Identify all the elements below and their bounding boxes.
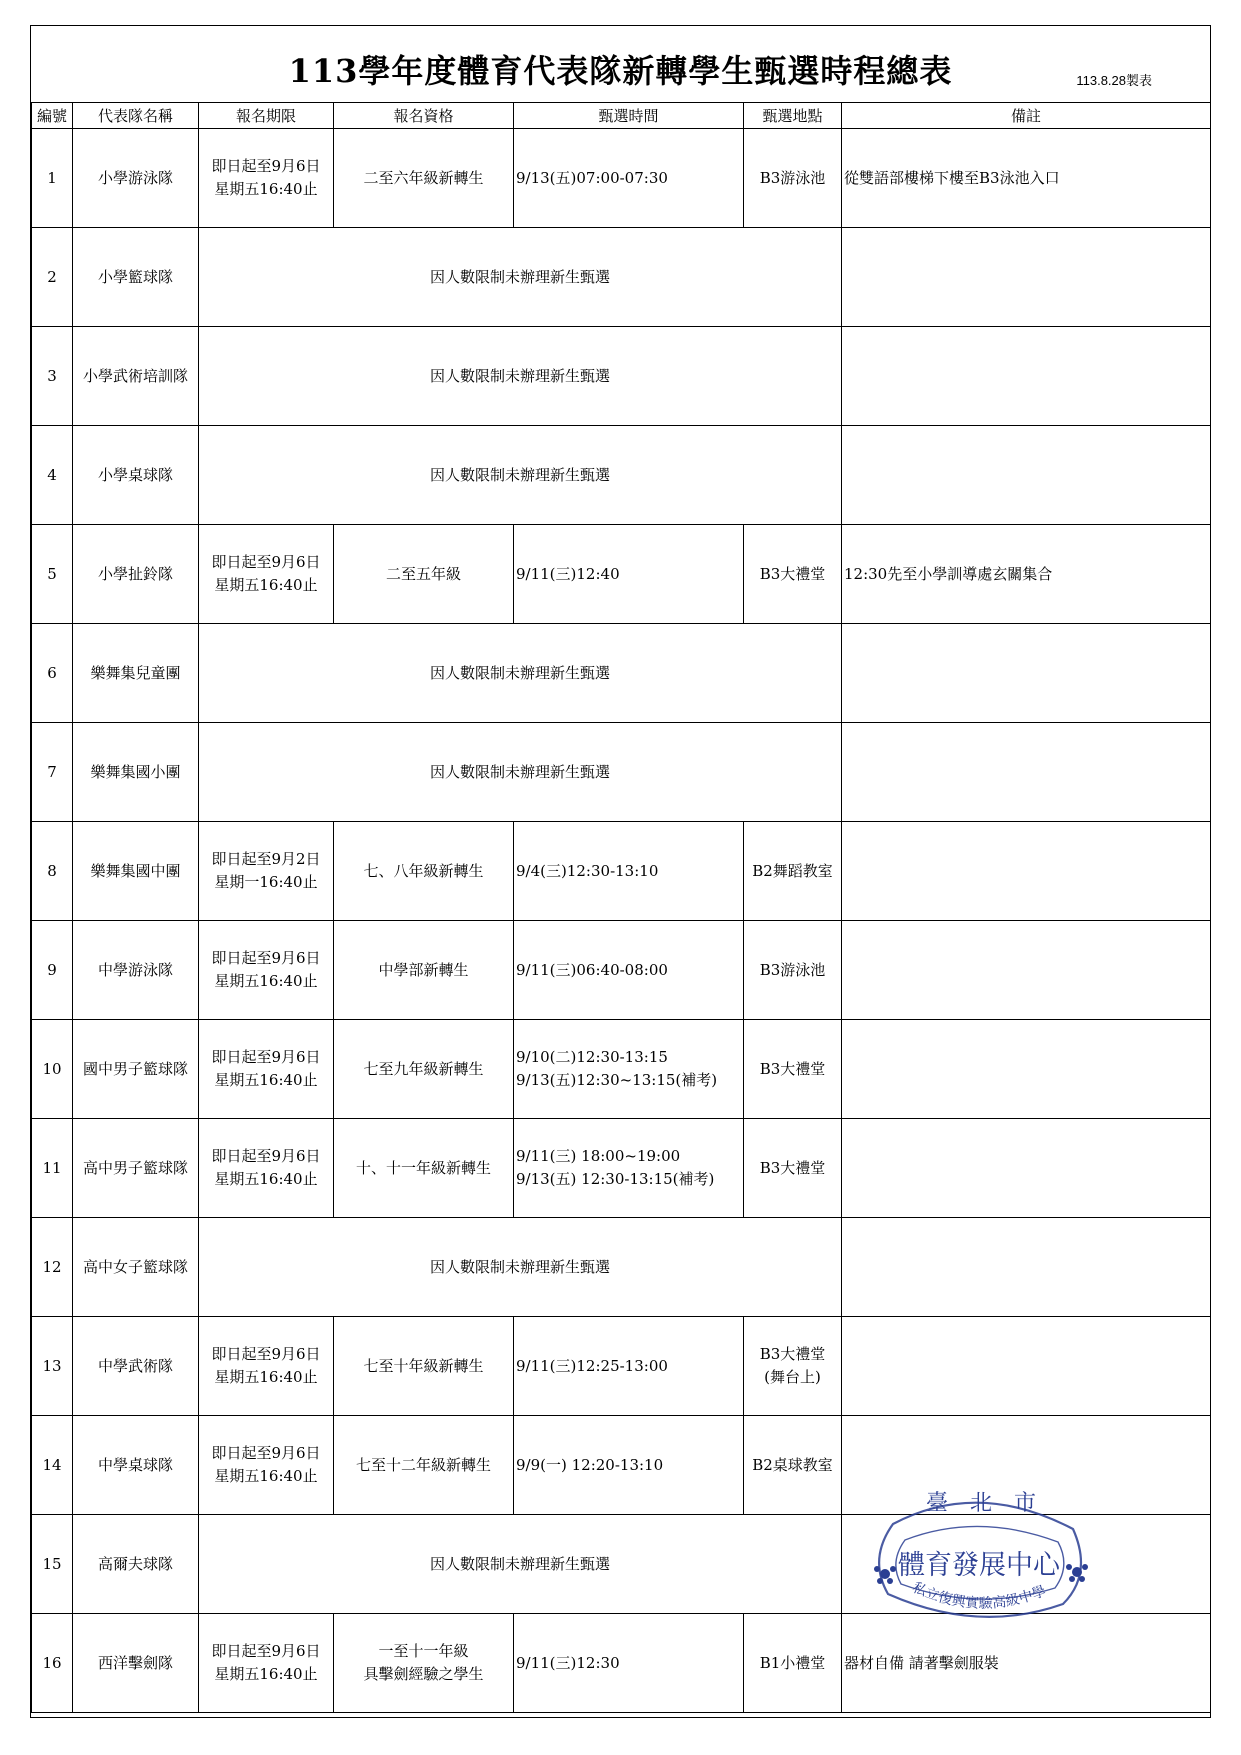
team-name: 小學桌球隊 xyxy=(73,426,199,525)
remarks xyxy=(842,327,1211,426)
selection-time-line: 9/11(三) 18:00~19:00 xyxy=(516,1147,681,1165)
row-number: 4 xyxy=(32,426,73,525)
seal-center-text: 體育發展中心 xyxy=(898,1550,1060,1581)
selection-time-line: 9/11(三)12:30 xyxy=(516,1653,620,1672)
eligibility xyxy=(334,1020,514,1119)
no-selection-notice: 因人數限制未辦理新生甄選 xyxy=(199,327,842,426)
selection-time xyxy=(514,822,744,921)
selection-location-line: B3大禮堂 xyxy=(759,1059,826,1078)
row-number: 6 xyxy=(32,624,73,723)
selection-time xyxy=(514,1119,744,1218)
registration-deadline xyxy=(199,1614,334,1713)
row-number: 15 xyxy=(32,1515,73,1614)
selection-time-line: 9/13(五)07:00-07:30 xyxy=(516,168,668,187)
no-selection-notice: 因人數限制未辦理新生甄選 xyxy=(199,228,842,327)
selection-time xyxy=(514,1020,744,1119)
table-row xyxy=(32,228,1211,327)
registration-deadline-line: 即日起至9月6日 xyxy=(211,1048,321,1066)
selection-location-line: B1小禮堂 xyxy=(759,1653,826,1672)
selection-location-line: B2桌球教室 xyxy=(752,1455,833,1474)
selection-time-line: 9/13(五) 12:30-13:15(補考) xyxy=(516,1170,715,1188)
flower-icon xyxy=(874,1566,896,1584)
row-number: 3 xyxy=(32,327,73,426)
table-row xyxy=(32,327,1211,426)
seal-bottom-text: 私立復興實驗高級中學 xyxy=(909,1579,1049,1612)
registration-deadline-line: 即日起至9月6日 xyxy=(211,1345,321,1363)
remarks xyxy=(842,1218,1211,1317)
eligibility xyxy=(334,129,514,228)
team-name: 樂舞集兒童團 xyxy=(73,624,199,723)
eligibility-line: 七、八年級新轉生 xyxy=(363,861,484,880)
team-name: 中學游泳隊 xyxy=(73,921,199,1020)
row-number: 5 xyxy=(32,525,73,624)
no-selection-notice: 因人數限制未辦理新生甄選 xyxy=(199,426,842,525)
remarks: 12:30先至小學訓導處玄關集合 xyxy=(842,525,1211,624)
selection-time-line: 9/9(一) 12:20-13:10 xyxy=(516,1455,664,1474)
remarks: 從雙語部樓梯下樓至B3泳池入口 xyxy=(842,129,1211,228)
remarks xyxy=(842,1317,1211,1416)
team-name: 樂舞集國中團 xyxy=(73,822,199,921)
remarks xyxy=(842,822,1211,921)
eligibility-line: 十、十一年級新轉生 xyxy=(355,1158,491,1177)
selection-time xyxy=(514,525,744,624)
selection-location xyxy=(744,1020,842,1119)
selection-time xyxy=(514,1416,744,1515)
registration-deadline-line: 即日起至9月6日 xyxy=(211,949,321,967)
no-selection-notice: 因人數限制未辦理新生甄選 xyxy=(199,624,842,723)
row-number: 12 xyxy=(32,1218,73,1317)
eligibility xyxy=(334,921,514,1020)
table-row xyxy=(32,624,1211,723)
schedule-table xyxy=(31,102,1211,1713)
selection-location xyxy=(744,1416,842,1515)
registration-deadline-line: 星期五16:40止 xyxy=(214,180,318,198)
selection-location xyxy=(744,525,842,624)
registration-deadline xyxy=(199,1119,334,1218)
remarks: 器材自備 請著擊劍服裝 xyxy=(842,1614,1211,1713)
registration-deadline-line: 星期五16:40止 xyxy=(214,972,318,990)
remarks xyxy=(842,228,1211,327)
no-selection-notice: 因人數限制未辦理新生甄選 xyxy=(199,1515,842,1614)
header-row xyxy=(32,103,1211,129)
no-selection-notice: 因人數限制未辦理新生甄選 xyxy=(199,1218,842,1317)
team-name: 小學扯鈴隊 xyxy=(73,525,199,624)
registration-deadline xyxy=(199,921,334,1020)
column-header: 備註 xyxy=(842,103,1211,129)
eligibility-line: 七至九年級新轉生 xyxy=(363,1059,484,1078)
eligibility xyxy=(334,525,514,624)
selection-time xyxy=(514,921,744,1020)
eligibility-line: 一至十一年級 xyxy=(378,1642,469,1660)
team-name: 國中男子籃球隊 xyxy=(73,1020,199,1119)
no-selection-notice: 因人數限制未辦理新生甄選 xyxy=(199,723,842,822)
selection-location-line: B3游泳池 xyxy=(759,960,826,979)
selection-location xyxy=(744,1119,842,1218)
official-seal xyxy=(863,1484,1093,1629)
remarks xyxy=(842,1020,1211,1119)
table-row xyxy=(32,1020,1211,1119)
registration-deadline-line: 星期五16:40止 xyxy=(214,1170,318,1188)
selection-location-line: B2舞蹈教室 xyxy=(752,861,833,880)
table-body xyxy=(32,129,1211,1713)
eligibility-line: 七至十年級新轉生 xyxy=(363,1356,484,1375)
registration-deadline-line: 即日起至9月6日 xyxy=(211,157,321,175)
eligibility xyxy=(334,1119,514,1218)
row-number: 7 xyxy=(32,723,73,822)
column-header: 代表隊名稱 xyxy=(73,103,199,129)
table-row xyxy=(32,525,1211,624)
team-name: 西洋擊劍隊 xyxy=(73,1614,199,1713)
table-row xyxy=(32,921,1211,1020)
registration-deadline-line: 即日起至9月6日 xyxy=(211,1444,321,1462)
selection-location xyxy=(744,1614,842,1713)
column-header: 甄選地點 xyxy=(744,103,842,129)
registration-deadline xyxy=(199,1317,334,1416)
selection-location-line: B3大禮堂 xyxy=(759,1158,826,1177)
remarks xyxy=(842,921,1211,1020)
row-number: 10 xyxy=(32,1020,73,1119)
selection-time-line: 9/13(五)12:30~13:15(補考) xyxy=(516,1071,718,1089)
selection-time-line: 9/11(三)12:40 xyxy=(516,564,620,583)
registration-deadline xyxy=(199,1416,334,1515)
selection-time-line: 9/11(三)12:25-13:00 xyxy=(516,1356,668,1375)
selection-time-line: 9/10(二)12:30-13:15 xyxy=(516,1048,668,1066)
team-name: 高爾夫球隊 xyxy=(73,1515,199,1614)
team-name: 高中男子籃球隊 xyxy=(73,1119,199,1218)
column-header: 甄選時間 xyxy=(514,103,744,129)
selection-time xyxy=(514,129,744,228)
row-number: 2 xyxy=(32,228,73,327)
selection-time-line: 9/11(三)06:40-08:00 xyxy=(516,960,668,979)
table-row xyxy=(32,426,1211,525)
flower-icon xyxy=(1066,1564,1088,1582)
row-number: 14 xyxy=(32,1416,73,1515)
eligibility-line: 七至十二年級新轉生 xyxy=(355,1455,491,1474)
row-number: 9 xyxy=(32,921,73,1020)
selection-time xyxy=(514,1317,744,1416)
registration-deadline-line: 星期五16:40止 xyxy=(214,1071,318,1089)
seal-top-text: 臺 北 市 xyxy=(925,1491,1037,1516)
registration-deadline-line: 即日起至9月6日 xyxy=(211,1642,321,1660)
column-header: 報名期限 xyxy=(199,103,334,129)
remarks xyxy=(842,624,1211,723)
registration-deadline-line: 即日起至9月6日 xyxy=(211,1147,321,1165)
registration-deadline xyxy=(199,1020,334,1119)
team-name: 中學武術隊 xyxy=(73,1317,199,1416)
selection-location xyxy=(744,822,842,921)
selection-location-line: B3大禮堂 xyxy=(759,564,826,583)
eligibility-line: 具擊劍經驗之學生 xyxy=(363,1665,484,1683)
document-title: 113學年度體育代表隊新轉學生甄選時程總表 xyxy=(288,52,953,90)
column-header: 編號 xyxy=(32,103,73,129)
registration-deadline-line: 星期五16:40止 xyxy=(214,1368,318,1386)
table-row xyxy=(32,1119,1211,1218)
remarks xyxy=(842,723,1211,822)
team-name: 小學武術培訓隊 xyxy=(73,327,199,426)
eligibility xyxy=(334,1416,514,1515)
eligibility-line: 二至六年級新轉生 xyxy=(363,168,484,187)
selection-location xyxy=(744,921,842,1020)
selection-location xyxy=(744,129,842,228)
registration-deadline-line: 星期五16:40止 xyxy=(214,1467,318,1485)
team-name: 小學游泳隊 xyxy=(73,129,199,228)
registration-deadline xyxy=(199,822,334,921)
remarks xyxy=(842,426,1211,525)
eligibility-line: 中學部新轉生 xyxy=(378,960,469,979)
selection-location-line: B3游泳池 xyxy=(759,168,826,187)
selection-time-line: 9/4(三)12:30-13:10 xyxy=(516,861,659,880)
registration-deadline xyxy=(199,129,334,228)
registration-deadline-line: 星期五16:40止 xyxy=(214,1665,318,1683)
remarks xyxy=(842,1119,1211,1218)
selection-location-line: B3大禮堂 xyxy=(759,1345,826,1363)
registration-deadline-line: 星期一16:40止 xyxy=(214,873,318,891)
registration-deadline-line: 即日起至9月6日 xyxy=(211,553,321,571)
table-row xyxy=(32,1218,1211,1317)
table-row xyxy=(32,129,1211,228)
table-row xyxy=(32,1317,1211,1416)
selection-location-line: (舞台上) xyxy=(764,1368,821,1386)
table-row xyxy=(32,822,1211,921)
eligibility xyxy=(334,1614,514,1713)
row-number: 16 xyxy=(32,1614,73,1713)
team-name: 樂舞集國小團 xyxy=(73,723,199,822)
row-number: 13 xyxy=(32,1317,73,1416)
row-number: 11 xyxy=(32,1119,73,1218)
selection-location xyxy=(744,1317,842,1416)
registration-deadline-line: 即日起至9月2日 xyxy=(211,850,321,868)
eligibility xyxy=(334,1317,514,1416)
table-row xyxy=(32,723,1211,822)
selection-time xyxy=(514,1614,744,1713)
team-name: 中學桌球隊 xyxy=(73,1416,199,1515)
eligibility xyxy=(334,822,514,921)
row-number: 8 xyxy=(32,822,73,921)
made-date: 113.8.28製表 xyxy=(1076,73,1152,88)
team-name: 小學籃球隊 xyxy=(73,228,199,327)
team-name: 高中女子籃球隊 xyxy=(73,1218,199,1317)
eligibility-line: 二至五年級 xyxy=(385,564,461,583)
document-frame xyxy=(30,25,1211,1718)
column-header: 報名資格 xyxy=(334,103,514,129)
registration-deadline-line: 星期五16:40止 xyxy=(214,576,318,594)
row-number: 1 xyxy=(32,129,73,228)
registration-deadline xyxy=(199,525,334,624)
